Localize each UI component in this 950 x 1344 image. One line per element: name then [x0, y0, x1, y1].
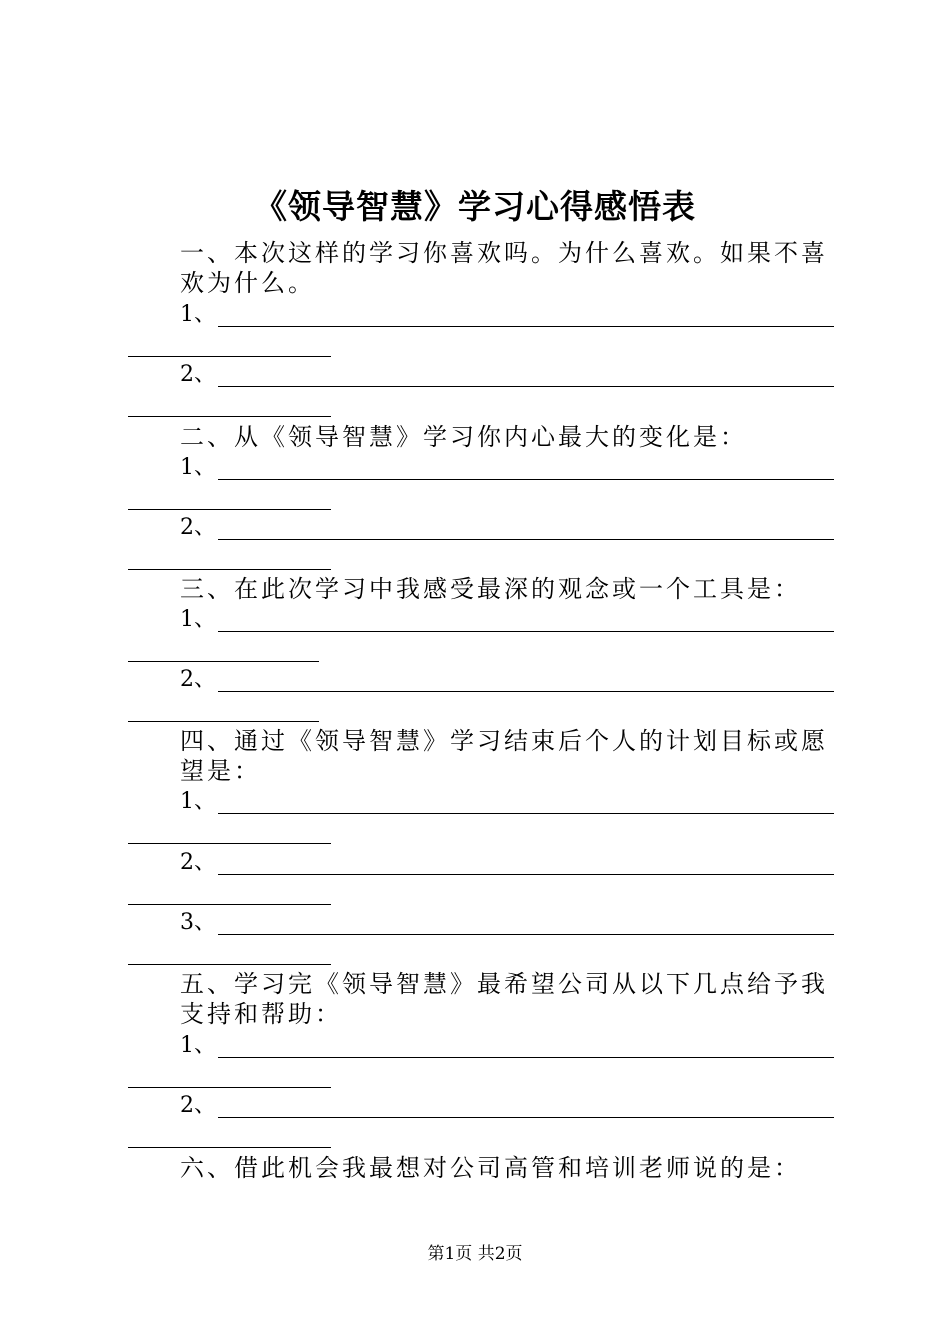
answer-5-2[interactable] — [128, 1091, 834, 1151]
answer-line — [218, 813, 834, 814]
answer-4-1[interactable] — [128, 787, 834, 847]
answer-number: 3、 — [180, 910, 216, 935]
answer-number: 1、 — [180, 302, 216, 327]
answer-line — [218, 1057, 834, 1058]
answer-number: 1、 — [180, 455, 216, 480]
answer-1-2[interactable] — [128, 360, 834, 420]
answer-line-continued — [128, 661, 319, 662]
answer-line-continued — [128, 356, 331, 357]
question-2: 二、从《领导智慧》学习你内心最大的变化是： — [180, 423, 747, 451]
answer-3-1[interactable] — [128, 605, 834, 665]
question-3: 三、在此次学习中我感受最深的观念或一个工具是： — [180, 575, 801, 603]
answer-line-continued — [128, 416, 331, 417]
answer-line — [218, 539, 834, 540]
answer-number: 2、 — [180, 667, 216, 692]
answer-line-continued — [128, 721, 319, 722]
answer-line-continued — [128, 964, 331, 965]
answer-number: 2、 — [180, 515, 216, 540]
answer-line — [218, 479, 834, 480]
answer-line-continued — [128, 569, 331, 570]
answer-3-2[interactable] — [128, 665, 834, 725]
answer-number: 1、 — [180, 607, 216, 632]
answer-line — [218, 934, 834, 935]
answer-number: 1、 — [180, 1033, 216, 1058]
answer-line — [218, 874, 834, 875]
answer-4-2[interactable] — [128, 848, 834, 908]
answer-5-1[interactable] — [128, 1031, 834, 1091]
page-footer: 第1页 共2页 — [427, 1244, 523, 1264]
answer-line-continued — [128, 843, 331, 844]
answer-line-continued — [128, 509, 331, 510]
question-4: 四、通过《领导智慧》学习结束后个人的计划目标或愿望是： — [180, 727, 828, 785]
answer-line — [218, 1117, 834, 1118]
answer-1-1[interactable] — [128, 300, 834, 360]
answer-line-continued — [128, 1147, 331, 1148]
answer-line — [218, 631, 834, 632]
answer-number: 2、 — [180, 362, 216, 387]
answer-line — [218, 691, 834, 692]
answer-line — [218, 326, 834, 327]
answer-2-1[interactable] — [128, 453, 834, 513]
answer-number: 1、 — [180, 789, 216, 814]
page-title: 《领导智慧》学习心得感悟表 — [254, 187, 696, 226]
answer-line-continued — [128, 904, 331, 905]
answer-number: 2、 — [180, 1093, 216, 1118]
answer-4-3[interactable] — [128, 908, 834, 968]
answer-number: 2、 — [180, 850, 216, 875]
answer-line — [218, 386, 834, 387]
question-5: 五、学习完《领导智慧》最希望公司从以下几点给予我支持和帮助： — [180, 970, 828, 1028]
answer-2-2[interactable] — [128, 513, 834, 573]
answer-line-continued — [128, 1087, 331, 1088]
question-1: 一、本次这样的学习你喜欢吗。为什么喜欢。如果不喜欢为什么。 — [180, 239, 828, 297]
question-6: 六、借此机会我最想对公司高管和培训老师说的是： — [180, 1154, 801, 1182]
